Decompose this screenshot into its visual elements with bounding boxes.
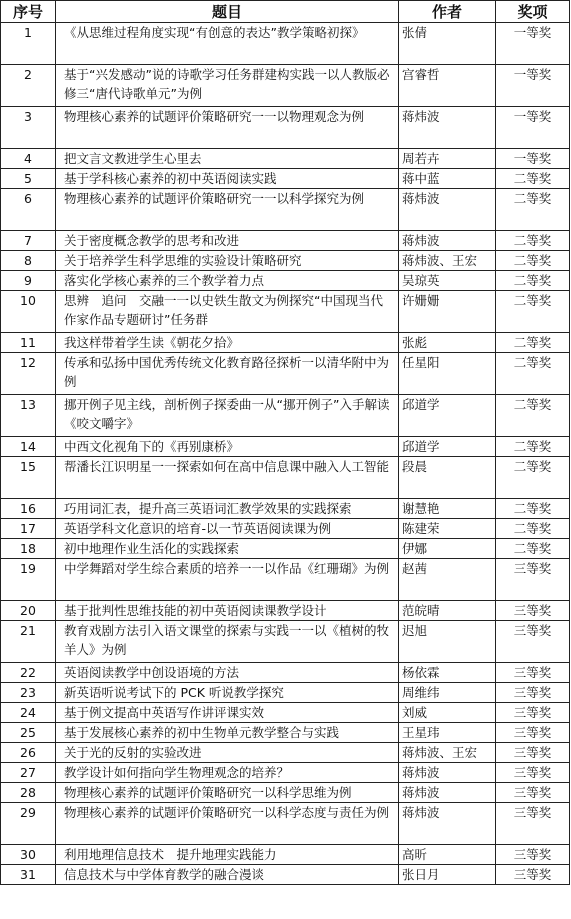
row-title: 巧用词汇表，提升高三英语词汇教学效果的实践探索 [56, 499, 399, 519]
row-author: 张彪 [399, 333, 496, 353]
row-number: 24 [1, 703, 56, 723]
row-award: 三等奖 [496, 845, 570, 865]
row-number: 31 [1, 865, 56, 885]
row-number: 19 [1, 559, 56, 601]
row-award: 二等奖 [496, 395, 570, 437]
table-row [1, 457, 570, 499]
row-title: 挪开例子见主线，剖析例子探委曲一从“挪开例子”入手解读《咬文嚼字》 [56, 395, 399, 437]
table-row [1, 149, 570, 169]
row-award: 二等奖 [496, 291, 570, 333]
row-author: 高昕 [399, 845, 496, 865]
table-row [1, 437, 570, 457]
row-award: 三等奖 [496, 783, 570, 803]
table-row [1, 783, 570, 803]
row-award: 二等奖 [496, 519, 570, 539]
row-number: 1 [1, 23, 56, 65]
row-author: 王星玮 [399, 723, 496, 743]
table-row [1, 231, 570, 251]
row-author: 蒋炜波 [399, 783, 496, 803]
row-award: 二等奖 [496, 169, 570, 189]
table-row [1, 803, 570, 845]
row-award: 二等奖 [496, 437, 570, 457]
row-author: 蒋炜波、王宏 [399, 251, 496, 271]
row-number: 6 [1, 189, 56, 231]
header-title: 题目 [56, 1, 399, 23]
table-row [1, 663, 570, 683]
row-number: 14 [1, 437, 56, 457]
row-number: 27 [1, 763, 56, 783]
table-row [1, 353, 570, 395]
row-author: 张日月 [399, 865, 496, 885]
row-number: 20 [1, 601, 56, 621]
table-row [1, 743, 570, 763]
row-award: 三等奖 [496, 683, 570, 703]
row-award: 三等奖 [496, 621, 570, 663]
row-award: 一等奖 [496, 107, 570, 149]
table-row [1, 169, 570, 189]
row-author: 蒋炜波 [399, 107, 496, 149]
row-award: 三等奖 [496, 865, 570, 885]
row-author: 陈建荣 [399, 519, 496, 539]
row-title: 关于培养学生科学思维的实验设计策略研究 [56, 251, 399, 271]
table-row [1, 251, 570, 271]
table-row [1, 395, 570, 437]
row-award: 二等奖 [496, 539, 570, 559]
row-title: 初中地理作业生活化的实践探索 [56, 539, 399, 559]
row-number: 7 [1, 231, 56, 251]
row-author: 任星阳 [399, 353, 496, 395]
row-award: 三等奖 [496, 559, 570, 601]
row-number: 29 [1, 803, 56, 845]
row-number: 3 [1, 107, 56, 149]
row-title: 思辨 追问 交融一一以史铁生散文为例探究“中国现当代作家作品专题研讨”任务群 [56, 291, 399, 333]
row-title: 把文言文教进学生心里去 [56, 149, 399, 169]
row-title: 《从思维过程角度实现“有创意的表达”教学策略初探》 [56, 23, 399, 65]
row-title: 中西文化视角下的《再别康桥》 [56, 437, 399, 457]
row-author: 范皖晴 [399, 601, 496, 621]
table-row [1, 291, 570, 333]
row-title: 英语学科文化意识的培育-以一节英语阅读课为例 [56, 519, 399, 539]
row-title: 教育戏剧方法引入语文课堂的探索与实践一一以《植树的牧羊人》为例 [56, 621, 399, 663]
row-number: 8 [1, 251, 56, 271]
row-author: 蒋炜波 [399, 763, 496, 783]
table-row [1, 601, 570, 621]
row-award: 三等奖 [496, 743, 570, 763]
row-title: 基于批判性思维技能的初中英语阅读课教学设计 [56, 601, 399, 621]
table-row [1, 519, 570, 539]
table-row [1, 333, 570, 353]
row-author: 赵茜 [399, 559, 496, 601]
row-number: 4 [1, 149, 56, 169]
row-title: 基于发展核心素养的初中生物单元教学整合与实践 [56, 723, 399, 743]
row-author: 蒋中蓝 [399, 169, 496, 189]
table-row [1, 865, 570, 885]
row-author: 吴琼英 [399, 271, 496, 291]
row-award: 二等奖 [496, 251, 570, 271]
row-author: 蒋炜波 [399, 803, 496, 845]
table-row [1, 271, 570, 291]
row-title: 中学舞蹈对学生综合素质的培养一一以作品《红珊瑚》为例 [56, 559, 399, 601]
row-author: 许姗姗 [399, 291, 496, 333]
table-row [1, 107, 570, 149]
row-number: 9 [1, 271, 56, 291]
row-author: 刘威 [399, 703, 496, 723]
row-number: 2 [1, 65, 56, 107]
table-row [1, 189, 570, 231]
row-title: 物理核心素养的试题评价策略研究一一以物理观念为例 [56, 107, 399, 149]
row-award: 二等奖 [496, 353, 570, 395]
row-title: 基于“兴发感动”说的诗歌学习任务群建构实践一以人教版必修三“唐代诗歌单元”为例 [56, 65, 399, 107]
row-title: 物理核心素养的试题评价策略研究一以科学思维为例 [56, 783, 399, 803]
row-title: 基于学科核心素养的初中英语阅读实践 [56, 169, 399, 189]
row-author: 周维纬 [399, 683, 496, 703]
row-author: 迟旭 [399, 621, 496, 663]
row-number: 11 [1, 333, 56, 353]
row-number: 25 [1, 723, 56, 743]
row-number: 21 [1, 621, 56, 663]
row-author: 蒋炜波、王宏 [399, 743, 496, 763]
table-body [1, 23, 570, 885]
table-row [1, 845, 570, 865]
row-award: 三等奖 [496, 663, 570, 683]
row-title: 关于密度概念教学的思考和改进 [56, 231, 399, 251]
table-row [1, 763, 570, 783]
row-number: 12 [1, 353, 56, 395]
table-row [1, 683, 570, 703]
row-title: 利用地理信息技术 提升地理实践能力 [56, 845, 399, 865]
row-title: 传承和弘扬中国优秀传统文化教育路径探析一以清华附中为例 [56, 353, 399, 395]
row-author: 邱道学 [399, 437, 496, 457]
row-title: 落实化学核心素养的三个教学着力点 [56, 271, 399, 291]
table-row [1, 65, 570, 107]
row-number: 13 [1, 395, 56, 437]
row-number: 30 [1, 845, 56, 865]
row-author: 宫睿哲 [399, 65, 496, 107]
row-award: 三等奖 [496, 703, 570, 723]
row-title: 帮潘长江识明星一一探索如何在高中信息课中融入人工智能 [56, 457, 399, 499]
row-number: 16 [1, 499, 56, 519]
header-row [1, 1, 570, 23]
row-title: 物理核心素养的试题评价策略研究一一以科学探究为例 [56, 189, 399, 231]
row-award: 二等奖 [496, 189, 570, 231]
row-author: 杨依霖 [399, 663, 496, 683]
row-number: 5 [1, 169, 56, 189]
header-award: 奖项 [496, 1, 570, 23]
row-award: 三等奖 [496, 763, 570, 783]
row-title: 英语阅读教学中创设语境的方法 [56, 663, 399, 683]
row-author: 蒋炜波 [399, 231, 496, 251]
row-title: 基于例文提高中英语写作讲评课实效 [56, 703, 399, 723]
row-number: 28 [1, 783, 56, 803]
row-number: 15 [1, 457, 56, 499]
row-title: 信息技术与中学体育教学的融合漫谈 [56, 865, 399, 885]
table-row [1, 723, 570, 743]
table-row [1, 23, 570, 65]
row-title: 我这样带着学生读《朝花夕拾》 [56, 333, 399, 353]
row-author: 谢慧艳 [399, 499, 496, 519]
row-number: 10 [1, 291, 56, 333]
row-award: 一等奖 [496, 65, 570, 107]
row-number: 17 [1, 519, 56, 539]
table-row [1, 499, 570, 519]
row-author: 邱道学 [399, 395, 496, 437]
row-author: 伊娜 [399, 539, 496, 559]
row-award: 三等奖 [496, 803, 570, 845]
row-number: 18 [1, 539, 56, 559]
table-row [1, 539, 570, 559]
header-no: 序号 [1, 1, 56, 23]
row-number: 23 [1, 683, 56, 703]
row-award: 二等奖 [496, 231, 570, 251]
row-number: 26 [1, 743, 56, 763]
row-title: 新英语听说考试下的 PCK 听说教学探究 [56, 683, 399, 703]
row-award: 一等奖 [496, 23, 570, 65]
row-author: 周若卉 [399, 149, 496, 169]
row-award: 二等奖 [496, 457, 570, 499]
row-award: 二等奖 [496, 271, 570, 291]
row-author: 段晨 [399, 457, 496, 499]
row-award: 三等奖 [496, 723, 570, 743]
table-row [1, 559, 570, 601]
row-title: 关于光的反射的实验改进 [56, 743, 399, 763]
row-number: 22 [1, 663, 56, 683]
row-author: 蒋炜波 [399, 189, 496, 231]
row-award: 三等奖 [496, 601, 570, 621]
header-author: 作者 [399, 1, 496, 23]
row-award: 一等奖 [496, 149, 570, 169]
row-title: 教学设计如何指向学生物理观念的培养？ [56, 763, 399, 783]
table-row [1, 621, 570, 663]
row-title: 物理核心素养的试题评价策略研究一以科学态度与责任为例 [56, 803, 399, 845]
row-award: 二等奖 [496, 333, 570, 353]
table-row [1, 703, 570, 723]
row-award: 二等奖 [496, 499, 570, 519]
row-author: 张倩 [399, 23, 496, 65]
